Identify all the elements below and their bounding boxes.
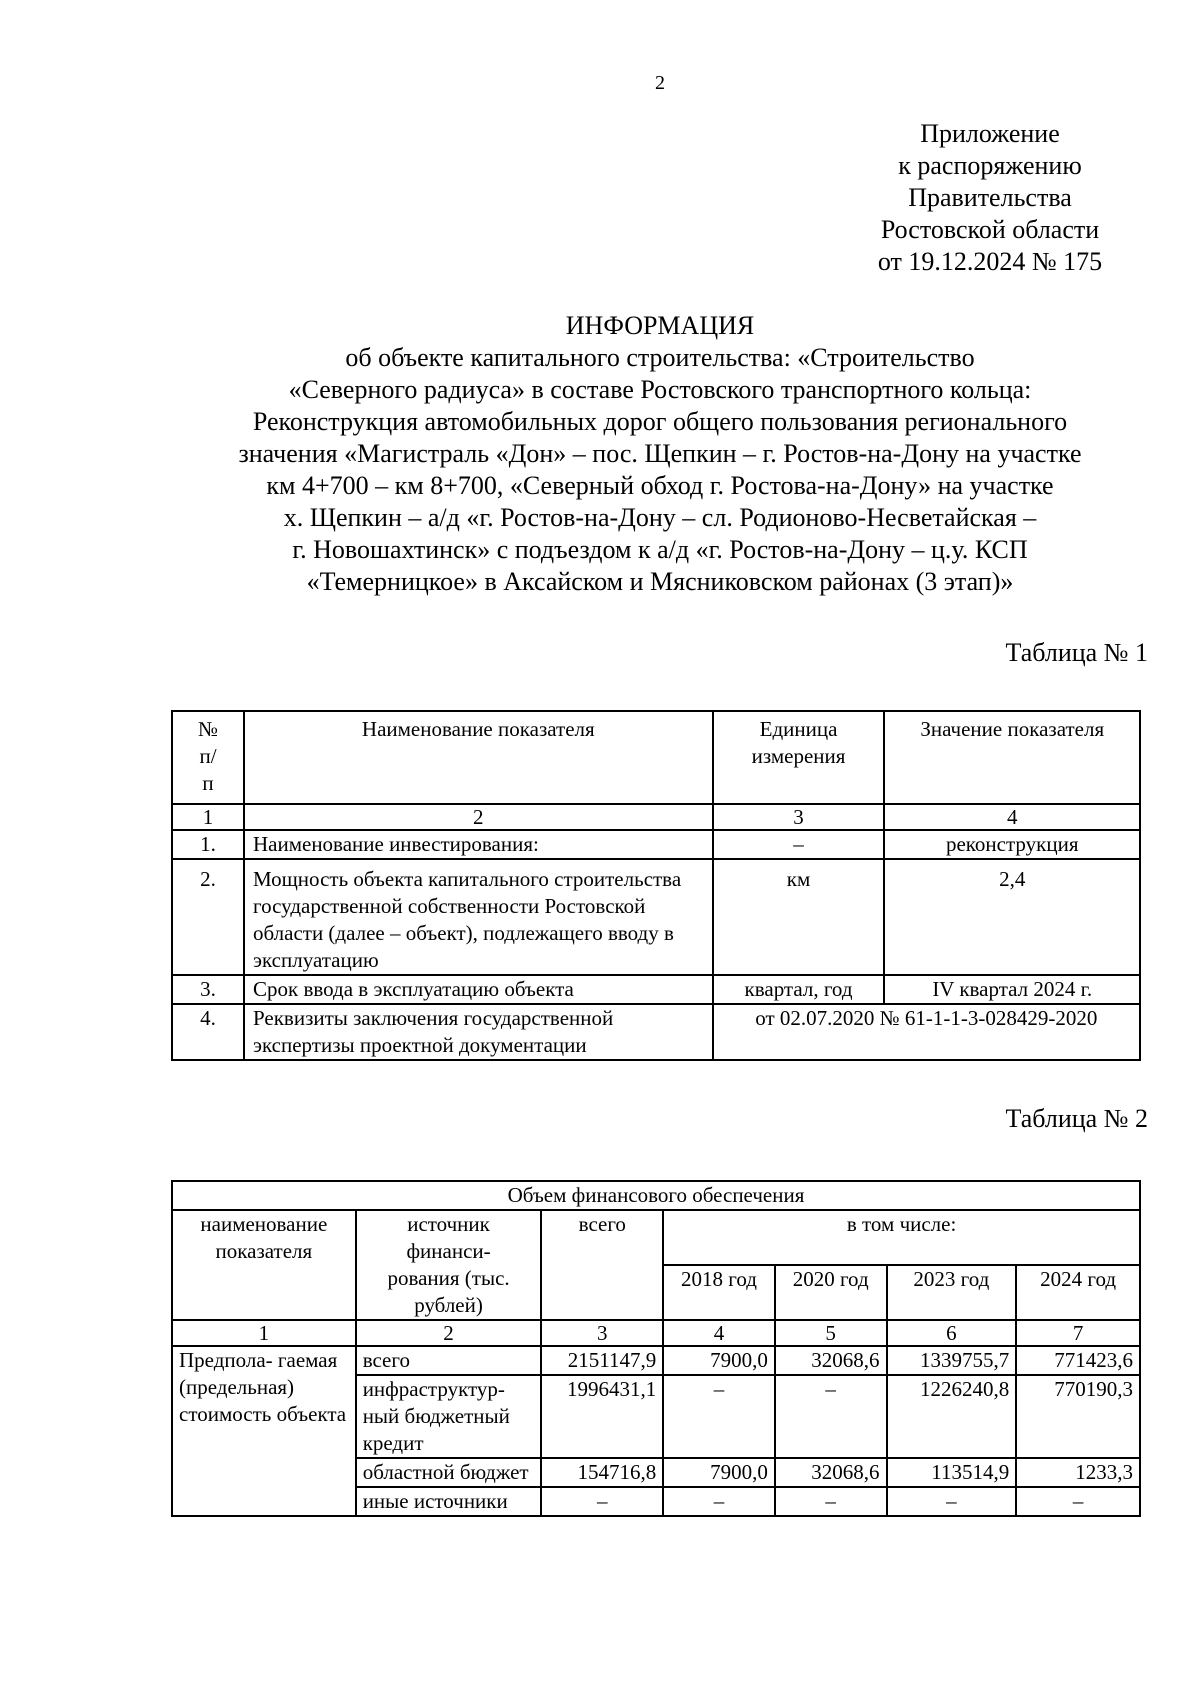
row-2020: –: [775, 1375, 887, 1458]
row-number: 3.: [172, 975, 244, 1004]
table-2: [171, 1180, 1141, 1517]
header-cell-year: 2018 год: [663, 1265, 775, 1320]
index-cell: 5: [775, 1320, 887, 1346]
row-2024: 770190,3: [1016, 1375, 1140, 1458]
row-2020: –: [775, 1487, 887, 1516]
index-cell: 2: [356, 1320, 542, 1346]
table-row: [172, 975, 1140, 1004]
table1-index-row: [172, 804, 1140, 830]
row-2018: 7900,0: [663, 1346, 775, 1375]
header-cell-year: 2024 год: [1016, 1265, 1140, 1320]
table-1: [171, 710, 1141, 1061]
row-unit: квартал, год: [713, 975, 885, 1004]
title-heading: ИНФОРМАЦИЯ: [565, 311, 755, 340]
row-source: инфраструктур- ный бюджетный кредит: [356, 1375, 542, 1458]
indicator-name-cell: Предпола- гаемая (предельная) стоимость объекта: [172, 1346, 356, 1516]
index-cell: 1: [172, 1320, 356, 1346]
table-row: [172, 1346, 1140, 1375]
table-row: [172, 1004, 1140, 1060]
row-name: Срок ввода в эксплуатацию объекта: [244, 975, 713, 1004]
table2-top-header-row: [172, 1181, 1140, 1210]
index-cell: 3: [713, 804, 885, 830]
header-cell-name: Наименование показателя: [244, 711, 713, 804]
row-name: Наименование инвестирования:: [244, 830, 713, 859]
row-2024: –: [1016, 1487, 1140, 1516]
row-name: Мощность объекта капитального строительства государственной собственности Ростовской области (далее – объект), подлежащего вводу в эксплуатацию: [244, 859, 713, 975]
index-cell: 6: [887, 1320, 1017, 1346]
index-cell: 4: [663, 1320, 775, 1346]
page-number: 2: [655, 72, 665, 94]
appendix-line: Правительства: [908, 183, 1072, 212]
top-header-cell: Объем финансового обеспечения: [172, 1181, 1140, 1210]
index-cell: 7: [1016, 1320, 1140, 1346]
table2-caption: Таблица № 2: [1005, 1104, 1148, 1133]
row-2020: 32068,6: [775, 1458, 887, 1487]
row-total: 2151147,9: [541, 1346, 663, 1375]
row-value: 2,4: [884, 859, 1140, 975]
appendix-line: Ростовской области: [880, 215, 1100, 244]
row-unit: км: [713, 859, 885, 975]
row-total: 1996431,1: [541, 1375, 663, 1458]
header-cell-value: Значение показателя: [884, 711, 1140, 804]
appendix-line: от 19.12.2024 № 175: [877, 247, 1103, 276]
index-cell: 1: [172, 804, 244, 830]
row-source: иные источники: [356, 1487, 542, 1516]
index-cell: 2: [244, 804, 713, 830]
appendix-line: Приложение: [920, 119, 1060, 148]
row-name: Реквизиты заключения государственной экспертизы проектной документации: [244, 1004, 713, 1060]
table1-header-row: [172, 711, 1140, 804]
appendix-block: [840, 118, 1140, 278]
appendix-line: к распоряжению: [898, 151, 1082, 180]
row-number: 1.: [172, 830, 244, 859]
title-line: Реконструкция автомобильных дорог общего пользования регионального: [252, 407, 1068, 436]
title-line: х. Щепкин – а/д «г. Ростов-на-Дону – сл. Родионово-Несветайская –: [283, 503, 1037, 532]
document-title: [150, 310, 1170, 598]
row-2023: 1339755,7: [887, 1346, 1017, 1375]
row-value: IV квартал 2024 г.: [884, 975, 1140, 1004]
header-cell-source: источник финанси- рования (тыс. рублей): [356, 1210, 542, 1320]
row-total: 154716,8: [541, 1458, 663, 1487]
row-2024: 771423,6: [1016, 1346, 1140, 1375]
row-2018: 7900,0: [663, 1458, 775, 1487]
row-value: от 02.07.2020 № 61-1-1-3-028429-2020: [713, 1004, 1140, 1060]
table-row: [172, 859, 1140, 975]
title-line: км 4+700 – км 8+700, «Северный обход г. Ростова-на-Дону» на участке: [266, 471, 1054, 500]
row-2018: –: [663, 1487, 775, 1516]
table2-header-row: [172, 1210, 1140, 1265]
row-value: реконструкция: [884, 830, 1140, 859]
row-2024: 1233,3: [1016, 1458, 1140, 1487]
header-cell-unit: Единица измерения: [713, 711, 885, 804]
header-cell-number: № п/п: [172, 711, 244, 804]
table-row: [172, 830, 1140, 859]
row-2020: 32068,6: [775, 1346, 887, 1375]
header-cell-total: всего: [541, 1210, 663, 1320]
row-2018: –: [663, 1375, 775, 1458]
row-2023: 113514,9: [887, 1458, 1017, 1487]
index-cell: 3: [541, 1320, 663, 1346]
header-cell-year: 2020 год: [775, 1265, 887, 1320]
table1-caption: Таблица № 1: [1005, 638, 1148, 667]
index-cell: 4: [884, 804, 1140, 830]
row-number: 2.: [172, 859, 244, 975]
title-line: значения «Магистраль «Дон» – пос. Щепкин – г. Ростов-на-Дону на участке: [238, 439, 1082, 468]
row-unit: –: [713, 830, 885, 859]
row-number: 4.: [172, 1004, 244, 1060]
header-cell-year: 2023 год: [887, 1265, 1017, 1320]
row-2023: 1226240,8: [887, 1375, 1017, 1458]
row-2023: –: [887, 1487, 1017, 1516]
title-line: об объекте капитального строительства: «Строительство: [345, 343, 975, 372]
title-line: «Темерницкое» в Аксайском и Мясниковском районах (3 этап)»: [306, 567, 1014, 596]
header-cell-indicator: наименование показателя: [172, 1210, 356, 1320]
header-cell-including: в том числе:: [663, 1210, 1140, 1265]
row-total: –: [541, 1487, 663, 1516]
title-line: «Северного радиуса» в составе Ростовского транспортного кольца:: [288, 375, 1032, 404]
row-source: всего: [356, 1346, 542, 1375]
table2-index-row: [172, 1320, 1140, 1346]
row-source: областной бюджет: [356, 1458, 542, 1487]
title-line: г. Новошахтинск» с подъездом к а/д «г. Ростов-на-Дону – ц.у. КСП: [292, 535, 1028, 564]
